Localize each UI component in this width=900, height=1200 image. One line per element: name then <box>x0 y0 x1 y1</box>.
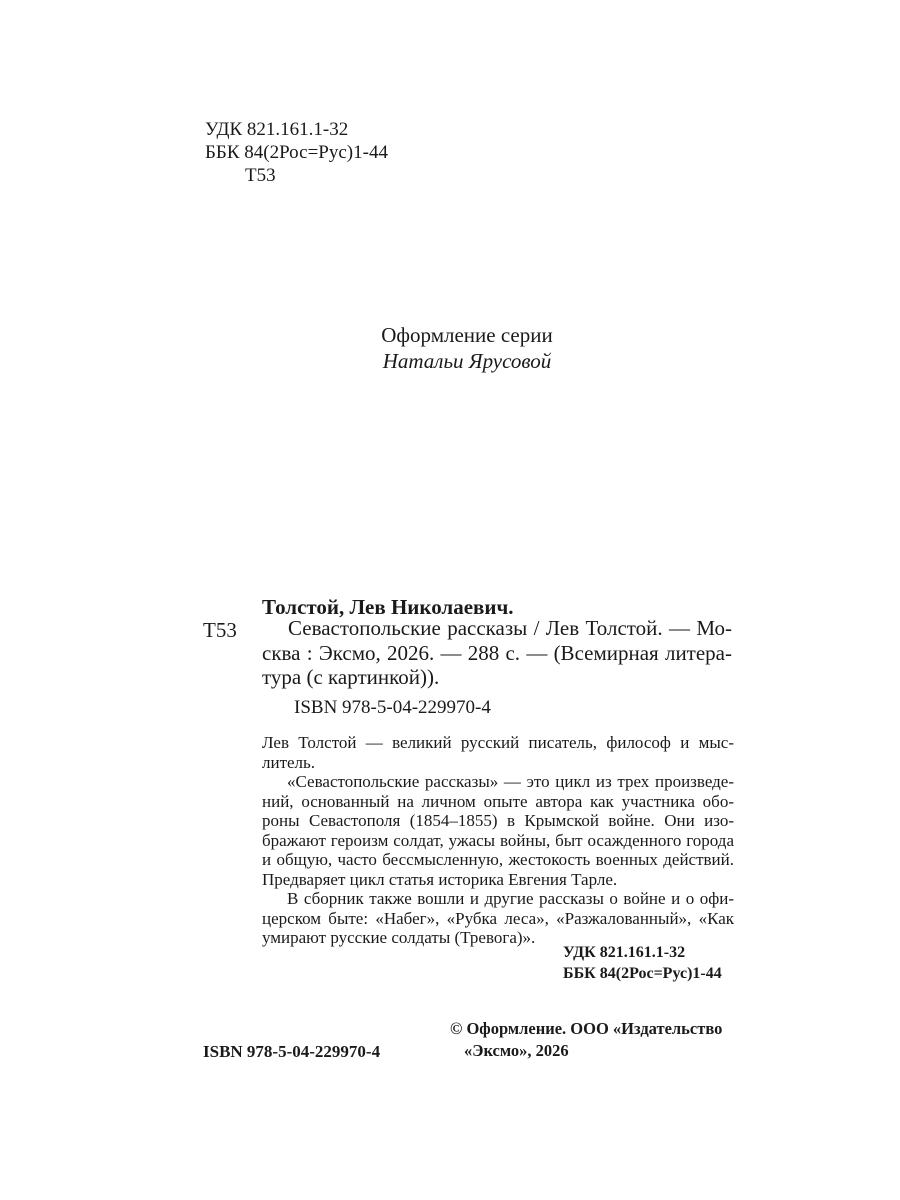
annotation-line: «Севастопольские рассказы» — это цикл из трех произведе- <box>287 772 734 791</box>
footer-bbk-code: ББК 84(2Рос=Рус)1-44 <box>563 965 722 982</box>
catalog-author-mark: Т53 <box>203 618 237 642</box>
series-designer-name: Натальи Ярусовой <box>382 349 552 373</box>
series-design-credit <box>0 322 900 374</box>
footer-udk-code: УДК 821.161.1-32 <box>563 944 686 961</box>
catalog-isbn: ISBN 978-5-04-229970-4 <box>294 697 491 718</box>
footer-isbn: ISBN 978-5-04-229970-4 <box>203 1042 381 1061</box>
annotation <box>262 733 734 948</box>
copyright-line: «Эксмо», 2026 <box>464 1041 569 1060</box>
biblio-line: тура (с картинкой)). <box>262 665 440 689</box>
copyright-line: © Оформление. ООО «Издательство <box>450 1019 723 1038</box>
footer-classification <box>563 942 722 984</box>
annotation-line: литель. <box>262 752 316 772</box>
top-classification <box>205 118 388 187</box>
annotation-line: бражают героизм солдат, ужасы войны, быт осажденного города <box>262 830 734 850</box>
biblio-line: сква : Эксмо, 2026. — 288 с. — (Всемирная литера- <box>262 640 732 665</box>
annotation-line: В сборник также вошли и другие рассказы о войне и о офи- <box>287 889 734 908</box>
author-mark: Т53 <box>245 165 276 186</box>
annotation-line: умирают русские солдаты (Тревога)». <box>262 928 536 947</box>
annotation-line: Лев Толстой — великий русский писатель, философ и мыс- <box>262 733 734 752</box>
copyright-notice <box>450 1018 722 1062</box>
biblio-line: Севастопольские рассказы / Лев Толстой. — Мо- <box>288 616 732 640</box>
annotation-line: ний, основанный на личном опыте автора как участника обо- <box>262 791 734 811</box>
bibliographic-description <box>262 616 732 690</box>
annotation-line: церском быте: «Набег», «Рубка леса», «Разжалованный», «Как <box>262 908 734 928</box>
udk-code: УДК 821.161.1-32 <box>205 119 349 140</box>
series-design-label: Оформление серии <box>381 323 553 347</box>
annotation-line: роны Севастополя (1854–1855) в Крымской войне. Они изо- <box>262 811 734 830</box>
annotation-line: Предваряет цикл статья историка Евгения Тарле. <box>262 869 618 889</box>
annotation-line: и общую, часто бессмысленную, жестокость военных действий. <box>262 850 734 869</box>
catalog-author: Толстой, Лев Николаевич. <box>262 595 514 619</box>
bbk-code: ББК 84(2Рос=Рус)1-44 <box>205 142 388 163</box>
